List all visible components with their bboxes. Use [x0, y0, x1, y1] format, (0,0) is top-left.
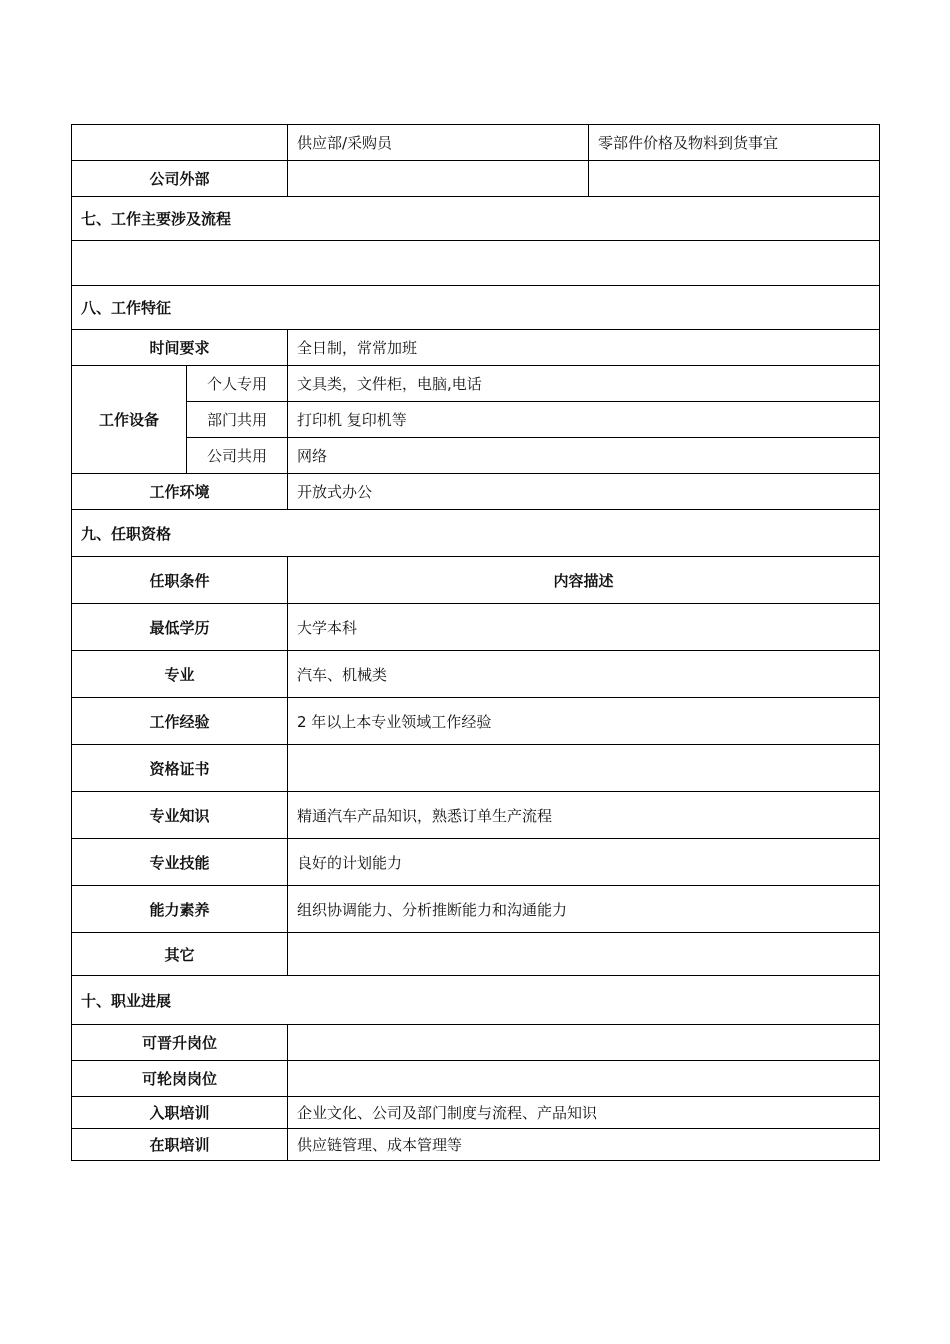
equipment-type-label: 个人专用	[187, 366, 288, 402]
job-description-table	[71, 124, 880, 1161]
qualification-row	[72, 792, 880, 839]
qualification-value	[288, 745, 880, 792]
career-label: 在职培训	[72, 1129, 288, 1161]
equipment-type-value: 网络	[288, 438, 880, 474]
career-label: 入职培训	[72, 1097, 288, 1129]
time-requirement-label: 时间要求	[72, 330, 288, 366]
career-row	[72, 1097, 880, 1129]
qualification-row	[72, 933, 880, 976]
section-title-job-characteristics: 八、工作特征	[72, 286, 880, 330]
career-row	[72, 1129, 880, 1161]
career-value	[288, 1025, 880, 1061]
qualification-row	[72, 745, 880, 792]
qualification-row	[72, 698, 880, 745]
qualification-value	[288, 933, 880, 976]
processes-content	[72, 241, 880, 286]
equipment-type-label: 公司共用	[187, 438, 288, 474]
contact-label	[72, 125, 288, 161]
career-value: 企业文化、公司及部门制度与流程、产品知识	[288, 1097, 880, 1129]
work-environment-value: 开放式办公	[288, 474, 880, 510]
qualification-label: 资格证书	[72, 745, 288, 792]
equipment-label: 工作设备	[72, 366, 187, 474]
career-label: 可轮岗岗位	[72, 1061, 288, 1097]
contact-row	[72, 161, 880, 197]
qualification-row	[72, 886, 880, 933]
qualification-label: 专业知识	[72, 792, 288, 839]
qualification-value: 精通汽车产品知识，熟悉订单生产流程	[288, 792, 880, 839]
work-environment-label: 工作环境	[72, 474, 288, 510]
contact-matter: 零部件价格及物料到货事宜	[589, 125, 880, 161]
qualification-value: 大学本科	[288, 604, 880, 651]
career-row	[72, 1025, 880, 1061]
time-requirement-value: 全日制，常常加班	[288, 330, 880, 366]
equipment-type-value: 打印机 复印机等	[288, 402, 880, 438]
qualification-row	[72, 651, 880, 698]
qualification-row	[72, 604, 880, 651]
contact-matter	[589, 161, 880, 197]
equipment-type-value: 文具类，文件柜，电脑,电话	[288, 366, 880, 402]
qualification-label: 工作经验	[72, 698, 288, 745]
qualification-label: 最低学历	[72, 604, 288, 651]
career-value	[288, 1061, 880, 1097]
qualification-value: 2 年以上本专业领域工作经验	[288, 698, 880, 745]
qualification-value: 良好的计划能力	[288, 839, 880, 886]
section-title-career-progression: 十、职业进展	[72, 976, 880, 1025]
qualification-value: 组织协调能力、分析推断能力和沟通能力	[288, 886, 880, 933]
qualification-label: 能力素养	[72, 886, 288, 933]
qualification-label: 专业技能	[72, 839, 288, 886]
qualifications-header-description: 内容描述	[288, 557, 880, 604]
qualification-label: 其它	[72, 933, 288, 976]
qualifications-header-condition: 任职条件	[72, 557, 288, 604]
career-label: 可晋升岗位	[72, 1025, 288, 1061]
qualification-value: 汽车、机械类	[288, 651, 880, 698]
section-title-processes: 七、工作主要涉及流程	[72, 197, 880, 241]
contact-label: 公司外部	[72, 161, 288, 197]
qualification-label: 专业	[72, 651, 288, 698]
career-row	[72, 1061, 880, 1097]
section-title-qualifications: 九、任职资格	[72, 510, 880, 557]
qualification-row	[72, 839, 880, 886]
career-value: 供应链管理、成本管理等	[288, 1129, 880, 1161]
contact-party: 供应部/采购员	[288, 125, 589, 161]
contact-party	[288, 161, 589, 197]
equipment-type-label: 部门共用	[187, 402, 288, 438]
contact-row	[72, 125, 880, 161]
